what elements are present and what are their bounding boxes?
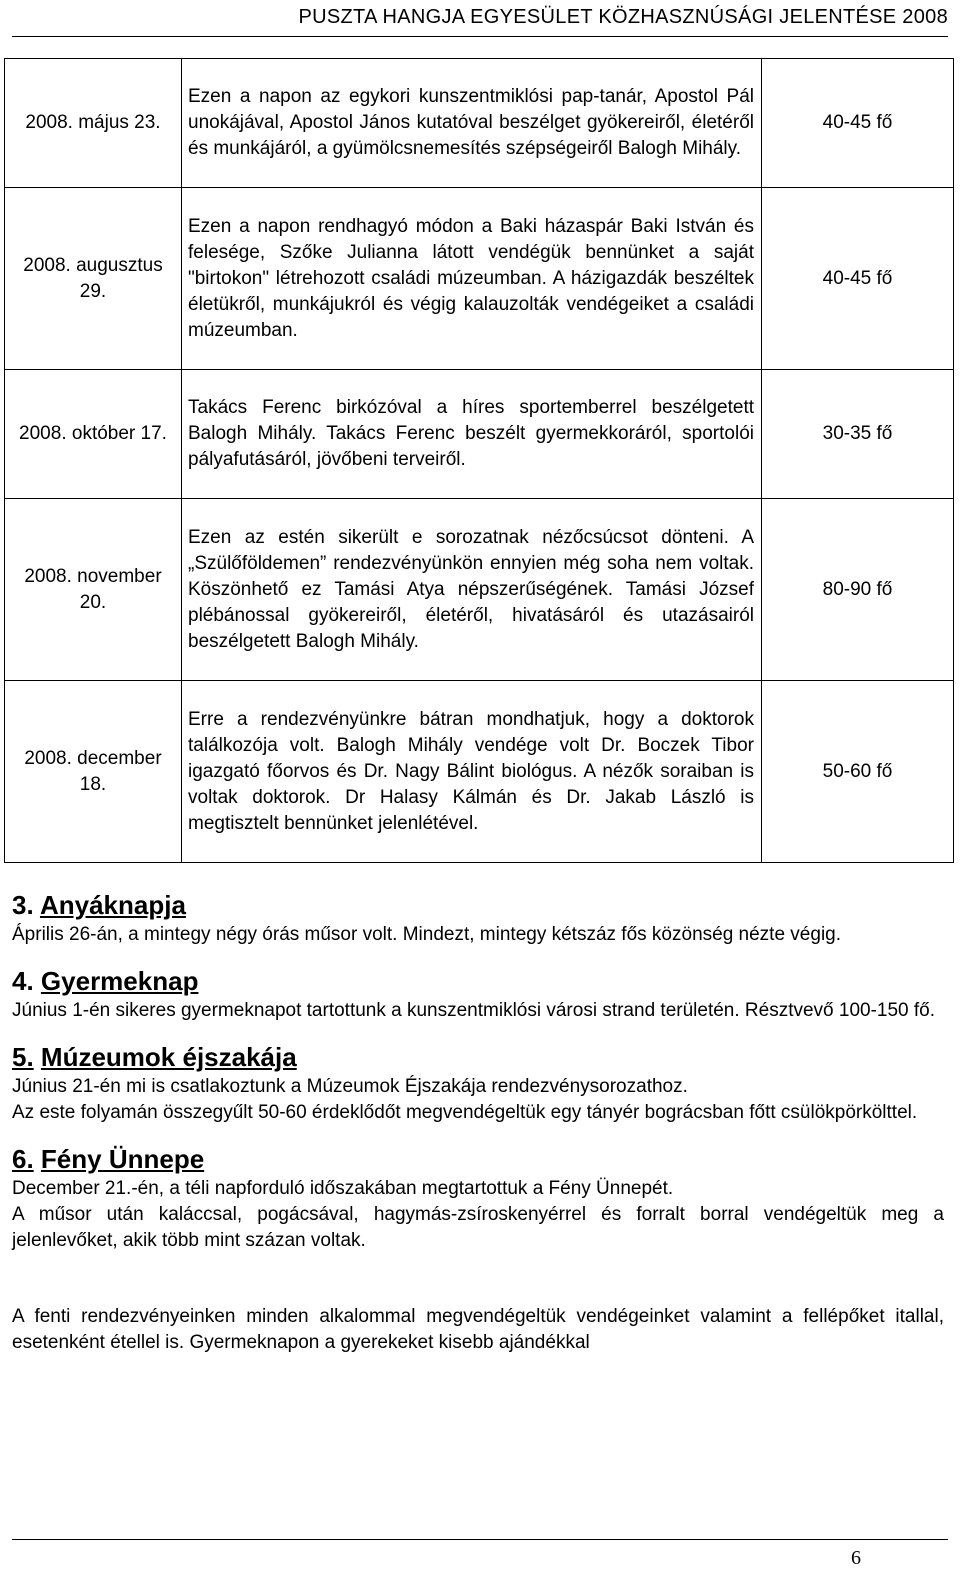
section-text: Április 26-án, a mintegy négy órás műsor volt. Mindezt, mintegy kétszáz fős közönség nézte végig. [12, 924, 842, 945]
event-description: Ezen a napon az egykori kunszentmiklósi pap-tanár, Apostol Pál unokájával, Apostol János kutatóval beszélget gyökereiről, életéről és munkájáról, a gyümölcsnemesítés szépségeiről Balogh Mihály. [182, 59, 762, 188]
table-row [5, 681, 954, 863]
closing-paragraph: A fenti rendezvényeinken minden alkalommal megvendégeltük vendégeinket valamint a fellépőket itallal, esetenként étellel is. Gyermeknapon a gyerekeket kisebb ajándékkal [12, 1306, 944, 1353]
table-row [5, 188, 954, 370]
section-text: Június 21-én mi is csatlakoztunk a Múzeumok Éjszakája rendezvénysorozathoz. [12, 1076, 688, 1097]
section-text: Az este folyamán összegyűlt 50-60 érdeklődőt megvendégeltük egy tányér bográcsban főtt csülökpörkölttel. [12, 1102, 918, 1123]
event-description: Ezen a napon rendhagyó módon a Baki házaspár Baki István és felesége, Szőke Julianna látott vendégük bennünket a saját "birtokon" létrehozott családi múzeumban. A házigazdák beszéltek életükről, munkájukról és végig kalauzolták vendégeiket a családi múzeumban. [182, 188, 762, 370]
report-sections [12, 888, 944, 1356]
section-heading-muzeumok-ejszakaja [12, 1040, 944, 1074]
event-description: Erre a rendezvényünkre bátran mondhatjuk, hogy a doktorok találkozója volt. Balogh Mihály vendége volt Dr. Boczek Tibor igazgató főorvos és Dr. Nagy Bálint biológus. A nézők soraiban is voltak doktorok. Dr Halasy Kálmán és Dr. Jakab László is megtisztelt bennünket jelenlétével. [182, 681, 762, 863]
event-description: Ezen az estén sikerült e sorozatnak nézőcsúcsot dönteni. A „Szülőföldemen” rendezvényünkön ennyien még soha nem voltak. Köszönhető ez Tamási Atya népszerűségének. Tamási József plébánossal gyökereiről, életéről, hivatásáról és utazásairól beszélgetett Balogh Mihály. [182, 499, 762, 681]
section-heading-gyermeknap [12, 964, 944, 998]
event-attendance: 40-45 fő [762, 59, 954, 188]
report-title: PUSZTA HANGJA EGYESÜLET KÖZHASZNÚSÁGI JELENTÉSE 2008 [298, 6, 948, 28]
event-attendance: 80-90 fő [762, 499, 954, 681]
section-number: 4. [12, 966, 34, 996]
section-title: Múzeumok éjszakája [40, 1042, 297, 1072]
event-date: 2008. október 17. [5, 370, 182, 499]
section-title: Gyermeknap [40, 966, 199, 996]
event-attendance: 40-45 fő [762, 188, 954, 370]
table-row [5, 59, 954, 188]
section-text: A műsor után kaláccsal, pogácsával, hagymás-zsíroskenyérrel és forralt borral vendégeltük meg a jelenlevőket, akik több mint százan voltak. [12, 1204, 944, 1251]
table-row [5, 370, 954, 499]
section-heading-anyaknapja [12, 888, 944, 922]
section-text: December 21.-én, a téli napforduló időszakában megtartottuk a Fény Ünnepét. [12, 1178, 674, 1199]
page-number: 6 [851, 1547, 861, 1569]
event-date: 2008. december 18. [5, 681, 182, 863]
section-number: 6. [12, 1144, 34, 1174]
event-description: Takács Ferenc birkózóval a híres sportemberrel beszélgetett Balogh Mihály. Takács Ferenc beszélt gyermekkoráról, sportolói pályafutásáról, jövőbeni terveiről. [182, 370, 762, 499]
section-number: 3. [12, 890, 34, 920]
section-heading-feny-unnepe [12, 1142, 944, 1176]
footer-rule [12, 1539, 948, 1540]
event-date: 2008. május 23. [5, 59, 182, 188]
section-title: Fény Ünnepe [40, 1144, 205, 1174]
event-attendance: 50-60 fő [762, 681, 954, 863]
section-number: 5. [12, 1042, 34, 1072]
event-date: 2008. augusztus 29. [5, 188, 182, 370]
event-date: 2008. november 20. [5, 499, 182, 681]
table-row [5, 499, 954, 681]
section-text: Június 1-én sikeres gyermeknapot tartottunk a kunszentmiklósi városi strand területén. Résztvevő 100-150 fő. [12, 1000, 936, 1021]
events-table [4, 58, 954, 863]
report-header [12, 4, 948, 37]
event-attendance: 30-35 fő [762, 370, 954, 499]
section-title: Anyáknapja [39, 890, 186, 920]
